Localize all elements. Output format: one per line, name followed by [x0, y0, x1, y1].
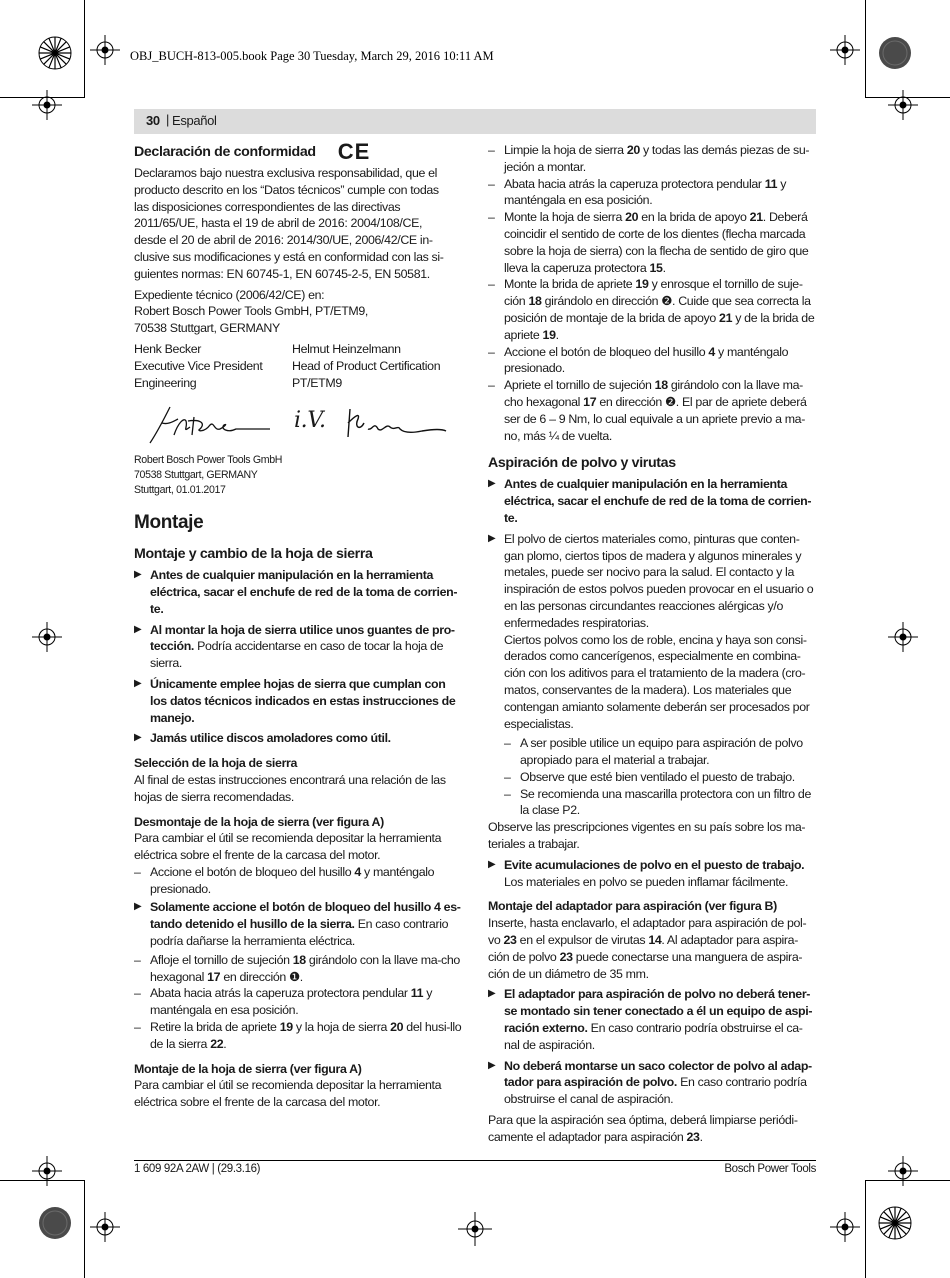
safety-bold: Jamás utilice discos amoladores como útil.	[150, 731, 391, 746]
part-number: 21	[749, 210, 763, 225]
part-number: 15	[649, 260, 663, 275]
text-line: 70538 Stuttgart, GERMANY	[134, 468, 258, 481]
safety-item	[488, 476, 816, 526]
safety-item	[134, 676, 464, 726]
step-text: y manténgalo presionado.	[150, 864, 435, 896]
text-line: Robert Bosch Power Tools GmbH	[134, 454, 283, 467]
part-number: 18	[654, 378, 668, 393]
text-run: . Al adaptador para aspira-ción de polvo	[488, 933, 798, 964]
step-item	[488, 377, 816, 444]
part-number: 19	[635, 277, 649, 292]
step-text: Afloje el tornillo de sujeción	[150, 952, 293, 967]
dash-bullet: –	[488, 210, 495, 225]
step-text: en dirección ❷. El par de apriete deberá ser de 6 – 9 Nm, lo cual equivale a un apriete previo a ma-no, más ¼ de vuelta.	[504, 394, 807, 443]
subheading: Selección de la hoja de sierra	[134, 756, 298, 771]
dash-bullet: –	[488, 176, 495, 191]
step-text: Retire la brida de apriete	[150, 1020, 280, 1035]
step-text: Monte la hoja de sierra	[504, 210, 626, 225]
safety-item	[134, 899, 464, 949]
part-number: 11	[764, 176, 778, 191]
signature-heinzelmann-image	[342, 401, 452, 447]
part-number: 14	[648, 933, 662, 948]
declaration-title: Declaración de conformidad	[134, 144, 316, 160]
text-line: 70538 Stuttgart, GERMANY	[134, 321, 280, 336]
paragraph: Ciertos polvos como los de roble, encina y haya son consi-derados como cancerígenos, especialmente en combina-ción con los aditivos para el tratamiento de la madera (cro-matos, conservantes de la madera). Los materiales que contengan amianto solamente deberán ser procesados por especialistas.	[504, 632, 810, 731]
company-address	[134, 453, 464, 497]
dust-heading: Aspiración de polvo y virutas	[488, 455, 676, 472]
step-item	[134, 1019, 464, 1053]
step-text: .	[555, 327, 559, 342]
triangle-bullet-icon: ▶	[134, 901, 142, 913]
crosshair-registration-mark	[830, 1212, 860, 1242]
step-text: y manténgala en esa posición.	[150, 986, 433, 1018]
dash-bullet: –	[134, 952, 141, 967]
page-number: 30	[146, 113, 160, 128]
dash-bullet: –	[504, 769, 511, 784]
crosshair-registration-mark	[32, 1156, 62, 1186]
step-text: girándolo con la llave ma-cho hexagonal	[150, 952, 460, 984]
signer-becker	[134, 341, 292, 391]
triangle-bullet-icon: ▶	[488, 858, 496, 870]
ce-mark-icon: CE	[337, 139, 371, 164]
sub-item	[488, 735, 816, 769]
triangle-bullet-icon: ▶	[488, 988, 496, 1000]
safety-item	[488, 531, 816, 733]
paragraph	[488, 915, 816, 982]
triangle-bullet-icon: ▶	[488, 1059, 496, 1071]
crop-mark	[84, 1180, 85, 1278]
part-number: 23	[559, 949, 573, 964]
triangle-bullet-icon: ▶	[134, 732, 142, 744]
text-run: puede conectarse una manguera de aspira-ción de un diámetro de 35 mm.	[488, 949, 803, 981]
triangle-bullet-icon: ▶	[134, 569, 142, 581]
dash-bullet: –	[504, 736, 511, 751]
part-number: 21	[719, 310, 733, 325]
crop-mark	[865, 0, 866, 98]
part-number: 18	[292, 952, 306, 967]
part-number: 20	[626, 143, 640, 157]
safety-item	[134, 730, 464, 747]
text-line: guientes normas: EN 60745-1, EN 60745-2-5, EN 50581.	[134, 266, 430, 281]
gray-registration-disc	[38, 1206, 72, 1240]
step-text: girándolo en dirección ❷. Cuide que sea correcta la posición de montaje de la brida de apoyo	[504, 294, 811, 325]
signer-title: Head of Product Certification	[292, 358, 441, 373]
header-language: Español	[172, 113, 217, 128]
paragraph: Para cambiar el útil se recomienda depositar la herramienta eléctrica sobre el frente de la carcasa del motor.	[134, 831, 442, 863]
part-number: 23	[686, 1129, 700, 1144]
subheading: Montaje de la hoja de sierra (ver figura A)	[134, 1061, 362, 1076]
dash-bullet: –	[488, 378, 495, 393]
crosshair-registration-mark	[888, 1156, 918, 1186]
subheading: Desmontaje de la hoja de sierra (ver figura A)	[134, 814, 384, 829]
print-job-header: OBJ_BUCH-813-005.book Page 30 Tuesday, March 29, 2016 10:11 AM	[130, 49, 494, 63]
part-number: 4	[354, 864, 361, 879]
dash-bullet: –	[488, 143, 495, 157]
iv-prefix: i.V.	[294, 408, 326, 434]
header-separator: |	[166, 112, 170, 127]
dash-bullet: –	[134, 864, 141, 879]
paragraph: El polvo de ciertos materiales como, pinturas que conten-gan plomo, ciertos tipos de madera y algunos minerales y metales, puede ser nocivo para la salud. El contacto y la inspiración de estos polvos pueden provocar en el usuario o en las personas circundantes reacciones alérgicas y/o enfermedades respiratorias.	[504, 531, 814, 630]
signatures	[134, 399, 464, 449]
signer-name: Helmut Heinzelmann	[292, 341, 401, 356]
dash-bullet: –	[134, 1020, 141, 1035]
footer-brand: Bosch Power Tools	[724, 1163, 816, 1175]
safety-text: En caso contrario podría obstruirse el canal de aspiración.	[504, 1075, 807, 1107]
part-number: 18	[528, 294, 542, 309]
step-item	[488, 176, 816, 210]
step-text: Abata hacia atrás la caperuza protectora pendular	[150, 986, 411, 1001]
safety-item	[488, 857, 816, 891]
step-text: y todas las demás piezas de su-jeción a montar.	[504, 143, 810, 174]
part-number: 4	[708, 344, 715, 359]
page-header-bar	[134, 109, 816, 134]
step-item	[488, 209, 816, 276]
crop-mark	[84, 0, 85, 98]
signers	[134, 341, 464, 391]
text-line: Stuttgart, 01.01.2017	[134, 483, 226, 496]
step-text: Apriete el tornillo de sujeción	[504, 378, 655, 393]
safety-item	[134, 622, 464, 672]
step-text: Limpie la hoja de sierra	[504, 143, 627, 157]
step-text: Accione el botón de bloqueo del husillo	[150, 864, 355, 879]
step-text: y manténgala en esa posición.	[504, 176, 787, 208]
sub-item-text: A ser posible utilice un equipo para aspiración de polvo apropiado para el material a trabajar.	[520, 736, 803, 768]
safety-bold: Al montar la hoja de sierra utilice unos guantes de pro-tección.	[150, 622, 455, 654]
declaration-text	[134, 165, 464, 283]
dash-bullet: –	[134, 986, 141, 1001]
safety-text: En caso contrario podría obstruirse el ca-nal de aspiración.	[504, 1021, 803, 1052]
step-item	[134, 952, 464, 986]
text-line: producto descrito en los “Datos técnicos” cumple con todas	[134, 182, 439, 197]
starburst-registration-mark	[38, 36, 72, 70]
safety-text: Podría accidentarse en caso de tocar la hoja de sierra.	[150, 639, 444, 671]
signer-title: PT/ETM9	[292, 375, 342, 390]
step-text: en dirección ❶.	[220, 969, 303, 984]
part-number: 20	[625, 210, 639, 225]
text-line: clusive sus modificaciones y está en conformidad con las si-	[134, 249, 444, 264]
sub-item	[488, 769, 816, 786]
step-item	[488, 142, 816, 176]
step-text: girándolo con la llave ma-cho hexagonal	[504, 378, 803, 409]
step-text: del husi-llo de la sierra	[150, 1020, 462, 1051]
footer-rule	[134, 1160, 816, 1161]
safety-item	[488, 986, 816, 1053]
safety-bold: El adaptador para aspiración de polvo no deberá tener-se montado sin tener conectado a él un equipo de aspi-ración externo.	[504, 987, 813, 1036]
signer-title: Engineering	[134, 375, 197, 390]
text-run: .	[699, 1129, 703, 1144]
safety-bold: Únicamente emplee hojas de sierra que cumplan con los datos técnicos indicados en estas instrucciones de manejo.	[150, 676, 456, 725]
step-text: y manténgalo presionado.	[504, 344, 789, 376]
text-run: en el expulsor de virutas	[516, 933, 649, 948]
right-column	[488, 142, 816, 1146]
step-text: . Deberá coincidir el sentido de corte de los dientes (flecha marcada sobre la hoja de sierra) con la flecha de sentido de giro que lleva la caperuza protectora	[504, 210, 809, 275]
text-line: Expediente técnico (2006/42/CE) en:	[134, 287, 325, 302]
text-line: 2011/65/UE, hasta el 19 de abril de 2016: 2004/108/CE,	[134, 216, 423, 231]
step-text: Monte la brida de apriete	[504, 277, 636, 292]
crosshair-registration-mark	[830, 35, 860, 65]
signer-title: Executive Vice President	[134, 358, 263, 373]
triangle-bullet-icon: ▶	[488, 532, 496, 544]
gray-registration-disc	[878, 36, 912, 70]
footer-doc-number: 1 609 92A 2AW | (29.3.16)	[134, 1163, 261, 1175]
step-item	[488, 344, 816, 378]
step-text: y enrosque el tornillo de suje-ción	[504, 277, 803, 309]
safety-bold: Evite acumulaciones de polvo en el puesto de trabajo.	[504, 857, 805, 872]
sub-item-text: Observe que esté bien ventilado el puesto de trabajo.	[520, 769, 795, 784]
safety-bold: Antes de cualquier manipulación en la herramienta eléctrica, sacar el enchufe de red de la toma de corrien-te.	[150, 568, 458, 616]
part-number: 20	[390, 1020, 404, 1035]
text-run: Inserte, hasta enclavarlo, el adaptador para aspiración de pol-vo	[488, 916, 807, 948]
crosshair-registration-mark	[90, 35, 120, 65]
text-line: las disposiciones correspondientes de las directivas	[134, 199, 401, 214]
step-text: Abata hacia atrás la caperuza protectora pendular	[504, 176, 765, 191]
technical-file	[134, 287, 464, 337]
safety-text: En caso contrario podría dañarse la herramienta eléctrica.	[150, 917, 449, 949]
part-number: 22	[210, 1036, 224, 1051]
step-text: y de la brida de apriete	[504, 310, 815, 342]
signer-name: Henk Becker	[134, 341, 202, 356]
paragraph: Para cambiar el útil se recomienda depositar la herramienta eléctrica sobre el frente de la carcasa del motor.	[134, 1078, 442, 1110]
crosshair-registration-mark	[90, 1212, 120, 1242]
dash-bullet: –	[488, 277, 495, 292]
safety-bold: Antes de cualquier manipulación en la herramienta eléctrica, sacar el enchufe de red de la toma de corrien-te.	[504, 477, 812, 525]
crosshair-registration-mark	[888, 622, 918, 652]
part-number: 19	[542, 327, 556, 342]
part-number: 11	[410, 986, 424, 1001]
triangle-bullet-icon: ▶	[488, 478, 496, 490]
subheading: Montaje del adaptador para aspiración (ver figura B)	[488, 899, 777, 914]
text-run: Para que la aspiración sea óptima, deberá limpiarse periódi-camente el adaptador para aspiración	[488, 1113, 798, 1144]
crosshair-registration-mark	[458, 1212, 492, 1246]
dash-bullet: –	[488, 344, 495, 359]
dash-bullet: –	[504, 786, 511, 801]
step-item	[134, 864, 464, 898]
safety-bold: Solamente accione el botón de bloqueo del husillo 4 es-tando detenido el husillo de la sierra.	[150, 900, 461, 932]
paragraph: Observe las prescripciones vigentes en su país sobre los ma-teriales a trabajar.	[488, 820, 806, 852]
step-text: Accione el botón de bloqueo del husillo	[504, 344, 709, 359]
part-number: 17	[207, 969, 221, 984]
text-line: desde el 20 de abril de 2016: 2014/30/UE, 2006/42/CE in-	[134, 233, 433, 248]
step-item	[134, 985, 464, 1019]
subsection-title: Montaje y cambio de la hoja de sierra	[134, 546, 373, 563]
paragraph	[488, 1112, 816, 1146]
text-line: Declaramos bajo nuestra exclusiva responsabilidad, que el	[134, 166, 438, 180]
safety-item	[488, 1058, 816, 1108]
step-text: .	[223, 1036, 227, 1051]
left-column	[134, 139, 464, 1111]
step-item	[488, 276, 816, 343]
step-text: y la hoja de sierra	[292, 1020, 391, 1035]
text-line: Robert Bosch Power Tools GmbH, PT/ETM9,	[134, 304, 369, 319]
step-text: .	[662, 260, 666, 275]
section-title: Montaje	[134, 512, 204, 534]
part-number: 23	[503, 933, 517, 948]
crop-mark	[865, 1180, 866, 1278]
sub-item-text: Se recomienda una mascarilla protectora con un filtro de la clase P2.	[520, 786, 812, 818]
signer-heinzelmann	[292, 341, 450, 391]
starburst-registration-mark	[878, 1206, 912, 1240]
part-number: 17	[583, 394, 597, 409]
part-number: 19	[279, 1020, 293, 1035]
paragraph: Al final de estas instrucciones encontrará una relación de las hojas de sierra recomendadas.	[134, 772, 446, 804]
safety-bold: No deberá montarse un saco colector de polvo al adap-tador para aspiración de polvo.	[504, 1058, 812, 1090]
crosshair-registration-mark	[32, 90, 62, 120]
crosshair-registration-mark	[888, 90, 918, 120]
sub-item	[488, 786, 816, 820]
safety-text: Los materiales en polvo se pueden inflamar fácilmente.	[504, 874, 789, 889]
safety-item	[134, 567, 464, 617]
triangle-bullet-icon: ▶	[134, 677, 142, 689]
triangle-bullet-icon: ▶	[134, 623, 142, 635]
step-text: en la brida de apoyo	[638, 210, 750, 225]
crosshair-registration-mark	[32, 622, 62, 652]
signature-becker-image	[144, 401, 274, 447]
